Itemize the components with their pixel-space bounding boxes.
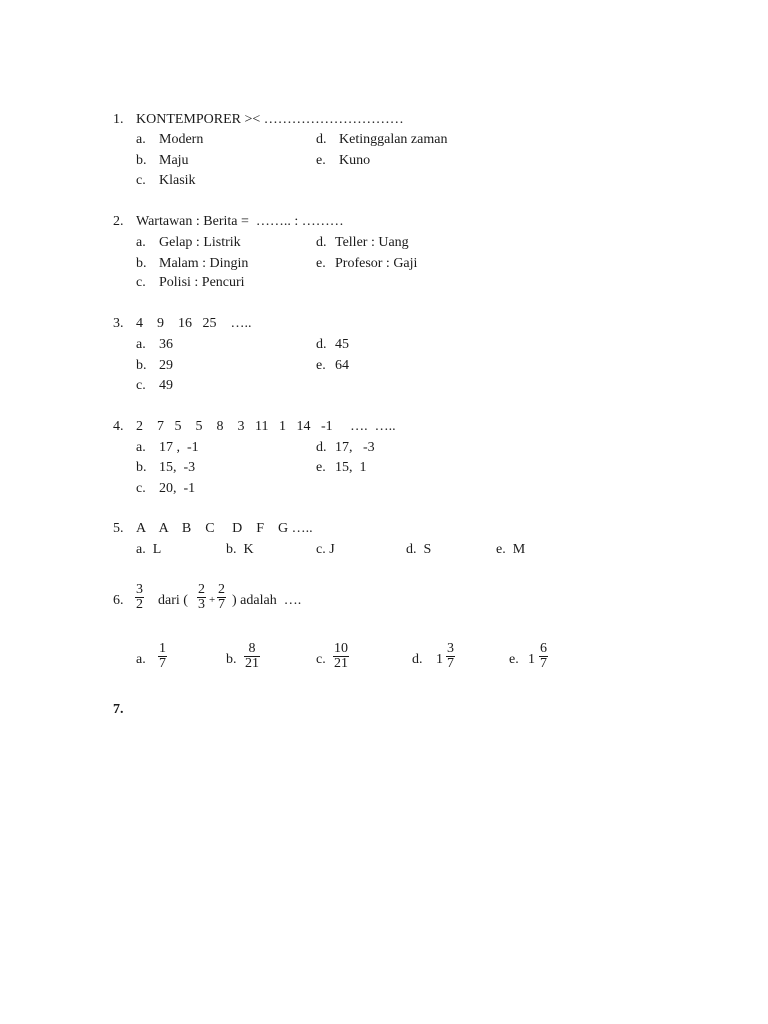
option-letter: e.: [316, 256, 326, 271]
fraction-denominator: 3: [198, 597, 205, 612]
plus-sign: +: [209, 594, 216, 606]
mixed-number-whole: 1: [528, 652, 535, 667]
question-number: 4.: [113, 419, 124, 434]
option-letter: e.: [316, 153, 326, 168]
fraction-numerator: 1: [159, 641, 166, 656]
fraction-denominator: 7: [159, 656, 166, 671]
fraction-term-2: [217, 583, 226, 612]
option-letter: e.: [509, 652, 519, 667]
fraction-numerator: 10: [334, 641, 348, 656]
option-letter: d.: [316, 440, 327, 455]
option-text: 15, 1: [335, 460, 367, 475]
option-letter: a.: [136, 235, 146, 250]
option-letter: a.: [136, 337, 146, 352]
option-text: 49: [159, 378, 173, 393]
option-text: Ketinggalan zaman: [339, 132, 448, 147]
option-letter: b.: [226, 652, 237, 667]
question-stem: 2 7 5 5 8 3 11 1 14 -1 …. …..: [136, 419, 396, 434]
option-d: d. S: [406, 542, 432, 557]
fraction-numerator: 2: [198, 582, 205, 597]
option-text: Profesor : Gaji: [335, 256, 418, 271]
option-e-fraction: [539, 642, 548, 671]
option-text: 45: [335, 337, 349, 352]
option-letter: b.: [136, 460, 147, 475]
fraction-numerator: 3: [136, 582, 143, 597]
option-d-fraction: [446, 642, 455, 671]
option-text: Malam : Dingin: [159, 256, 249, 271]
option-letter: b.: [136, 358, 147, 373]
question-stem: Wartawan : Berita = …….. : ………: [136, 214, 344, 229]
option-letter: d.: [316, 132, 327, 147]
option-letter: a.: [136, 132, 146, 147]
option-text: Modern: [159, 132, 204, 147]
option-text: 17, -3: [335, 440, 375, 455]
option-c-fraction: [333, 642, 349, 671]
question-number: 6.: [113, 593, 124, 608]
option-a-fraction: [158, 642, 167, 671]
option-text: Polisi : Pencuri: [159, 275, 245, 290]
option-letter: e.: [316, 358, 326, 373]
option-b: b. K: [226, 542, 254, 557]
option-letter: c.: [316, 652, 326, 667]
option-text: 15, -3: [159, 460, 196, 475]
option-text: 17 , -1: [159, 440, 199, 455]
option-text: 20, -1: [159, 481, 196, 496]
fraction-numerator: 8: [248, 641, 256, 656]
option-letter: c.: [136, 378, 146, 393]
question-stem: A A B C D F G …..: [136, 521, 313, 536]
option-text: Maju: [159, 153, 189, 168]
option-letter: c.: [136, 173, 146, 188]
option-c: c. J: [316, 542, 335, 557]
fraction-numerator: 2: [218, 582, 225, 597]
question-number: 7.: [113, 702, 124, 717]
stem-text: dari (: [158, 593, 188, 608]
option-letter: d.: [412, 652, 423, 667]
option-letter: b.: [136, 153, 147, 168]
option-letter: d.: [316, 337, 327, 352]
question-stem: KONTEMPORER >< …………………………: [136, 112, 404, 127]
fraction-term-1: [197, 583, 206, 612]
question-number: 5.: [113, 521, 124, 536]
fraction-denominator: 21: [245, 656, 259, 671]
option-letter: a.: [136, 440, 146, 455]
option-letter: c.: [136, 275, 146, 290]
question-stem: 4 9 16 25 …..: [136, 316, 252, 331]
option-letter: d.: [316, 235, 327, 250]
mixed-number-whole: 1: [436, 652, 443, 667]
option-text: 64: [335, 358, 349, 373]
fraction-denominator: 7: [540, 656, 547, 671]
option-b-fraction: [244, 642, 260, 671]
option-e: e. M: [496, 542, 526, 557]
fraction-denominator: 7: [218, 597, 225, 612]
option-text: Klasik: [159, 173, 196, 188]
fraction-denominator: 7: [447, 656, 454, 671]
fraction-denominator: 2: [136, 597, 143, 612]
stem-text: ) adalah ….: [232, 593, 302, 608]
option-text: Gelap : Listrik: [159, 235, 241, 250]
option-text: 36: [159, 337, 173, 352]
option-letter: e.: [316, 460, 326, 475]
fraction-numerator: 3: [447, 641, 454, 656]
fraction-lead: [135, 583, 144, 612]
option-text: 29: [159, 358, 173, 373]
option-text: Teller : Uang: [335, 235, 409, 250]
option-letter: a.: [136, 652, 146, 667]
option-text: Kuno: [339, 153, 371, 168]
option-a: a. L: [136, 542, 162, 557]
option-letter: c.: [136, 481, 146, 496]
fraction-denominator: 21: [334, 656, 348, 671]
question-number: 3.: [113, 316, 124, 331]
fraction-numerator: 6: [540, 641, 547, 656]
question-number: 2.: [113, 214, 124, 229]
option-letter: b.: [136, 256, 147, 271]
question-number: 1.: [113, 112, 124, 127]
